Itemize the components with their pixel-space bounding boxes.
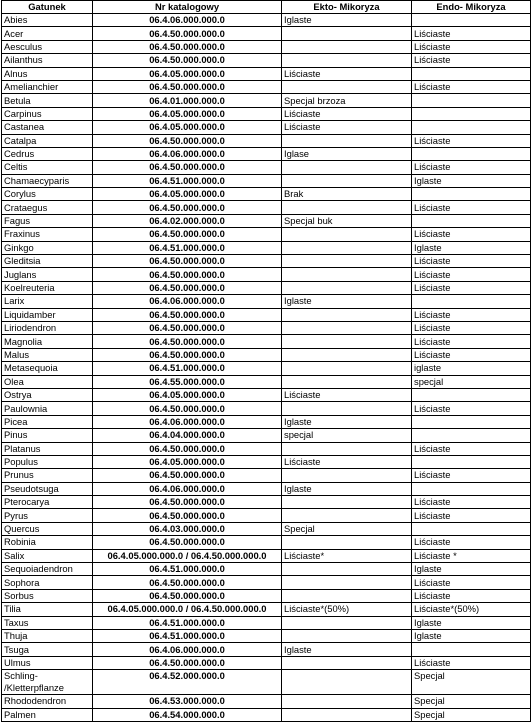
species-cell: Tilia	[2, 603, 93, 616]
endo-mycorrhiza-cell	[412, 107, 531, 120]
catalog-number-cell: 06.4.50.000.000.0	[93, 80, 282, 93]
ekto-mycorrhiza-cell	[282, 629, 412, 642]
header-ekto-mikoryza: Ekto- Mikoryza	[282, 1, 412, 14]
table-row	[2, 121, 531, 134]
species-cell: Pseudotsuga	[2, 482, 93, 495]
species-cell: Ginkgo	[2, 241, 93, 254]
endo-mycorrhiza-cell: Iglaste	[412, 174, 531, 187]
species-cell: Fraxinus	[2, 228, 93, 241]
catalog-number-cell: 06.4.50.000.000.0	[93, 589, 282, 602]
species-cell: Picea	[2, 415, 93, 428]
endo-mycorrhiza-cell: specjal	[412, 375, 531, 388]
ekto-mycorrhiza-cell	[282, 321, 412, 334]
ekto-mycorrhiza-cell: Liściaste*	[282, 549, 412, 562]
endo-mycorrhiza-cell	[412, 388, 531, 401]
table-row	[2, 201, 531, 214]
species-cell: Acer	[2, 27, 93, 40]
table-row	[2, 14, 531, 27]
ekto-mycorrhiza-cell	[282, 576, 412, 589]
catalog-number-cell: 06.4.51.000.000.0	[93, 563, 282, 576]
catalog-number-cell: 06.4.51.000.000.0	[93, 241, 282, 254]
table-row	[2, 402, 531, 415]
species-cell: Liriodendron	[2, 321, 93, 334]
catalog-number-cell: 06.4.05.000.000.0	[93, 107, 282, 120]
ekto-mycorrhiza-cell: Specjal	[282, 522, 412, 535]
catalog-number-cell: 06.4.55.000.000.0	[93, 375, 282, 388]
table-row	[2, 589, 531, 602]
ekto-mycorrhiza-cell	[282, 469, 412, 482]
ekto-mycorrhiza-cell: Iglaste	[282, 482, 412, 495]
species-cell: Pterocarya	[2, 496, 93, 509]
endo-mycorrhiza-cell: Liściaste *	[412, 549, 531, 562]
table-row	[2, 27, 531, 40]
species-cell: Gleditsia	[2, 255, 93, 268]
ekto-mycorrhiza-cell: Liściaste*(50%)	[282, 603, 412, 616]
catalog-number-cell: 06.4.05.000.000.0	[93, 121, 282, 134]
catalog-number-cell: 06.4.50.000.000.0	[93, 656, 282, 669]
catalog-number-cell: 06.4.52.000.000.0	[93, 670, 282, 695]
species-cell: Tsuga	[2, 643, 93, 656]
endo-mycorrhiza-cell	[412, 121, 531, 134]
species-cell: Palmen	[2, 708, 93, 721]
endo-mycorrhiza-cell	[412, 67, 531, 80]
endo-mycorrhiza-cell	[412, 522, 531, 535]
ekto-mycorrhiza-cell	[282, 708, 412, 721]
ekto-mycorrhiza-cell	[282, 134, 412, 147]
endo-mycorrhiza-cell: Liściaste	[412, 228, 531, 241]
table-row	[2, 321, 531, 334]
ekto-mycorrhiza-cell	[282, 255, 412, 268]
table-row	[2, 134, 531, 147]
ekto-mycorrhiza-cell: Iglase	[282, 147, 412, 160]
catalog-number-cell: 06.4.05.000.000.0	[93, 455, 282, 468]
ekto-mycorrhiza-cell	[282, 375, 412, 388]
table-row	[2, 255, 531, 268]
species-cell: Schling- /Kletterpflanze	[2, 670, 93, 695]
catalog-number-cell: 06.4.03.000.000.0	[93, 522, 282, 535]
catalog-number-cell: 06.4.06.000.000.0	[93, 14, 282, 27]
endo-mycorrhiza-cell	[412, 147, 531, 160]
species-cell: Juglans	[2, 268, 93, 281]
species-cell: Fagus	[2, 214, 93, 227]
species-cell: Abies	[2, 14, 93, 27]
endo-mycorrhiza-cell: Liściaste	[412, 348, 531, 361]
species-cell: Quercus	[2, 522, 93, 535]
species-cell: Olea	[2, 375, 93, 388]
endo-mycorrhiza-cell	[412, 415, 531, 428]
endo-mycorrhiza-cell: Liściaste	[412, 469, 531, 482]
species-cell: Chamaecyparis	[2, 174, 93, 187]
ekto-mycorrhiza-cell	[282, 308, 412, 321]
catalog-number-cell: 06.4.06.000.000.0	[93, 295, 282, 308]
ekto-mycorrhiza-cell	[282, 589, 412, 602]
ekto-mycorrhiza-cell: Iglaste	[282, 14, 412, 27]
ekto-mycorrhiza-cell	[282, 54, 412, 67]
table-row	[2, 643, 531, 656]
endo-mycorrhiza-cell: Liściaste	[412, 40, 531, 53]
ekto-mycorrhiza-cell: Liściaste	[282, 107, 412, 120]
species-cell: Celtis	[2, 161, 93, 174]
catalog-number-cell: 06.4.51.000.000.0	[93, 629, 282, 642]
species-cell: Prunus	[2, 469, 93, 482]
catalog-number-cell: 06.4.04.000.000.0	[93, 429, 282, 442]
endo-mycorrhiza-cell: Iglaste	[412, 616, 531, 629]
species-cell: Paulownia	[2, 402, 93, 415]
ekto-mycorrhiza-cell	[282, 228, 412, 241]
table-row	[2, 415, 531, 428]
endo-mycorrhiza-cell	[412, 643, 531, 656]
species-cell: Thuja	[2, 629, 93, 642]
ekto-mycorrhiza-cell	[282, 40, 412, 53]
endo-mycorrhiza-cell: Liściaste*(50%)	[412, 603, 531, 616]
table-row	[2, 708, 531, 721]
endo-mycorrhiza-cell	[412, 455, 531, 468]
catalog-number-cell: 06.4.53.000.000.0	[93, 695, 282, 708]
header-endo-mikoryza: Endo- Mikoryza	[412, 1, 531, 14]
endo-mycorrhiza-cell: Liściaste	[412, 509, 531, 522]
catalog-number-cell: 06.4.50.000.000.0	[93, 281, 282, 294]
catalog-number-cell: 06.4.50.000.000.0	[93, 335, 282, 348]
table-row	[2, 40, 531, 53]
table-row	[2, 469, 531, 482]
header-nr-katalogowy: Nr katalogowy	[93, 1, 282, 14]
endo-mycorrhiza-cell: Liściaste	[412, 54, 531, 67]
endo-mycorrhiza-cell: Liściaste	[412, 321, 531, 334]
header-gatunek: Gatunek	[2, 1, 93, 14]
species-cell: Koelreuteria	[2, 281, 93, 294]
endo-mycorrhiza-cell: Liściaste	[412, 442, 531, 455]
ekto-mycorrhiza-cell	[282, 174, 412, 187]
ekto-mycorrhiza-cell	[282, 670, 412, 695]
species-cell: Carpinus	[2, 107, 93, 120]
table-row	[2, 616, 531, 629]
table-row	[2, 563, 531, 576]
catalog-number-cell: 06.4.06.000.000.0	[93, 482, 282, 495]
ekto-mycorrhiza-cell	[282, 616, 412, 629]
endo-mycorrhiza-cell	[412, 214, 531, 227]
catalog-number-cell: 06.4.50.000.000.0	[93, 27, 282, 40]
table-row	[2, 80, 531, 93]
species-cell: Sequoiadendron	[2, 563, 93, 576]
endo-mycorrhiza-cell: Liściaste	[412, 402, 531, 415]
endo-mycorrhiza-cell: Liściaste	[412, 496, 531, 509]
catalog-number-cell: 06.4.50.000.000.0	[93, 134, 282, 147]
endo-mycorrhiza-cell: Liściaste	[412, 335, 531, 348]
ekto-mycorrhiza-cell	[282, 362, 412, 375]
ekto-mycorrhiza-cell: Liściaste	[282, 455, 412, 468]
catalog-number-cell: 06.4.50.000.000.0	[93, 509, 282, 522]
catalog-number-cell: 06.4.05.000.000.0	[93, 388, 282, 401]
table-row	[2, 241, 531, 254]
table-row	[2, 161, 531, 174]
table-row	[2, 268, 531, 281]
endo-mycorrhiza-cell: Liściaste	[412, 161, 531, 174]
catalog-number-cell: 06.4.51.000.000.0	[93, 616, 282, 629]
catalog-number-cell: 06.4.01.000.000.0	[93, 94, 282, 107]
species-cell: Pyrus	[2, 509, 93, 522]
ekto-mycorrhiza-cell	[282, 442, 412, 455]
catalog-number-cell: 06.4.02.000.000.0	[93, 214, 282, 227]
table-row	[2, 629, 531, 642]
endo-mycorrhiza-cell: Liściaste	[412, 268, 531, 281]
table-row	[2, 214, 531, 227]
catalog-number-cell: 06.4.50.000.000.0	[93, 496, 282, 509]
ekto-mycorrhiza-cell	[282, 80, 412, 93]
catalog-number-cell: 06.4.50.000.000.0	[93, 348, 282, 361]
species-cell: Sorbus	[2, 589, 93, 602]
ekto-mycorrhiza-cell	[282, 563, 412, 576]
endo-mycorrhiza-cell: Liściaste	[412, 589, 531, 602]
ekto-mycorrhiza-cell: Liściaste	[282, 67, 412, 80]
species-cell: Metasequoia	[2, 362, 93, 375]
catalog-number-cell: 06.4.50.000.000.0	[93, 255, 282, 268]
catalog-number-cell: 06.4.50.000.000.0	[93, 321, 282, 334]
endo-mycorrhiza-cell	[412, 482, 531, 495]
table-row	[2, 455, 531, 468]
table-row	[2, 656, 531, 669]
species-cell: Liquidamber	[2, 308, 93, 321]
endo-mycorrhiza-cell: Liściaste	[412, 134, 531, 147]
species-cell: Ailanthus	[2, 54, 93, 67]
ekto-mycorrhiza-cell: Iglaste	[282, 643, 412, 656]
endo-mycorrhiza-cell: Liściaste	[412, 201, 531, 214]
mycorrhiza-table	[1, 0, 531, 722]
species-cell: Salix	[2, 549, 93, 562]
table-row	[2, 549, 531, 562]
table-row	[2, 348, 531, 361]
ekto-mycorrhiza-cell	[282, 281, 412, 294]
catalog-number-cell: 06.4.50.000.000.0	[93, 228, 282, 241]
table-row	[2, 295, 531, 308]
ekto-mycorrhiza-cell: Specjal buk	[282, 214, 412, 227]
ekto-mycorrhiza-cell	[282, 268, 412, 281]
endo-mycorrhiza-cell: Specjal	[412, 708, 531, 721]
ekto-mycorrhiza-cell: specjal	[282, 429, 412, 442]
table-row	[2, 281, 531, 294]
catalog-number-cell: 06.4.54.000.000.0	[93, 708, 282, 721]
table-row	[2, 429, 531, 442]
species-cell: Magnolia	[2, 335, 93, 348]
table-row	[2, 695, 531, 708]
endo-mycorrhiza-cell	[412, 14, 531, 27]
catalog-number-cell: 06.4.50.000.000.0	[93, 54, 282, 67]
catalog-number-cell: 06.4.51.000.000.0	[93, 174, 282, 187]
catalog-number-cell: 06.4.50.000.000.0	[93, 40, 282, 53]
species-cell: Malus	[2, 348, 93, 361]
table-row	[2, 509, 531, 522]
species-cell: Castanea	[2, 121, 93, 134]
species-cell: Sophora	[2, 576, 93, 589]
species-cell: Alnus	[2, 67, 93, 80]
ekto-mycorrhiza-cell: Brak	[282, 188, 412, 201]
species-cell: Cedrus	[2, 147, 93, 160]
table-row	[2, 228, 531, 241]
table-row	[2, 67, 531, 80]
species-cell: Taxus	[2, 616, 93, 629]
species-cell: Platanus	[2, 442, 93, 455]
table-row	[2, 54, 531, 67]
table-row	[2, 375, 531, 388]
table-row	[2, 536, 531, 549]
catalog-number-cell: 06.4.05.000.000.0 / 06.4.50.000.000.0	[93, 549, 282, 562]
catalog-number-cell: 06.4.06.000.000.0	[93, 415, 282, 428]
endo-mycorrhiza-cell: Liściaste	[412, 80, 531, 93]
catalog-number-cell: 06.4.50.000.000.0	[93, 161, 282, 174]
table-row	[2, 442, 531, 455]
table-row	[2, 107, 531, 120]
endo-mycorrhiza-cell: Liściaste	[412, 576, 531, 589]
catalog-number-cell: 06.4.50.000.000.0	[93, 536, 282, 549]
catalog-number-cell: 06.4.05.000.000.0	[93, 188, 282, 201]
endo-mycorrhiza-cell: Specjal	[412, 695, 531, 708]
table-row	[2, 670, 531, 695]
endo-mycorrhiza-cell: Iglaste	[412, 241, 531, 254]
ekto-mycorrhiza-cell	[282, 656, 412, 669]
table-row	[2, 522, 531, 535]
endo-mycorrhiza-cell: Specjal	[412, 670, 531, 695]
species-cell: Crataegus	[2, 201, 93, 214]
catalog-number-cell: 06.4.06.000.000.0	[93, 643, 282, 656]
table-body	[2, 14, 531, 722]
endo-mycorrhiza-cell: Liściaste	[412, 255, 531, 268]
ekto-mycorrhiza-cell: Liściaste	[282, 121, 412, 134]
endo-mycorrhiza-cell: Liściaste	[412, 656, 531, 669]
catalog-number-cell: 06.4.50.000.000.0	[93, 469, 282, 482]
ekto-mycorrhiza-cell: Iglaste	[282, 415, 412, 428]
endo-mycorrhiza-cell: Iglaste	[412, 629, 531, 642]
ekto-mycorrhiza-cell	[282, 335, 412, 348]
table-row	[2, 174, 531, 187]
species-cell: Ulmus	[2, 656, 93, 669]
endo-mycorrhiza-cell	[412, 188, 531, 201]
ekto-mycorrhiza-cell	[282, 509, 412, 522]
species-cell: Ostrya	[2, 388, 93, 401]
catalog-number-cell: 06.4.50.000.000.0	[93, 308, 282, 321]
table-row	[2, 603, 531, 616]
endo-mycorrhiza-cell: iglaste	[412, 362, 531, 375]
species-cell: Aesculus	[2, 40, 93, 53]
table-row	[2, 576, 531, 589]
ekto-mycorrhiza-cell	[282, 496, 412, 509]
species-cell: Rhododendron	[2, 695, 93, 708]
table-row	[2, 388, 531, 401]
table-row	[2, 308, 531, 321]
species-cell: Pinus	[2, 429, 93, 442]
ekto-mycorrhiza-cell	[282, 536, 412, 549]
species-cell: Robinia	[2, 536, 93, 549]
table-row	[2, 94, 531, 107]
table-row	[2, 362, 531, 375]
ekto-mycorrhiza-cell	[282, 348, 412, 361]
table-row	[2, 147, 531, 160]
ekto-mycorrhiza-cell	[282, 161, 412, 174]
ekto-mycorrhiza-cell	[282, 695, 412, 708]
catalog-number-cell: 06.4.06.000.000.0	[93, 147, 282, 160]
endo-mycorrhiza-cell: Iglaste	[412, 563, 531, 576]
ekto-mycorrhiza-cell	[282, 201, 412, 214]
catalog-number-cell: 06.4.50.000.000.0	[93, 268, 282, 281]
endo-mycorrhiza-cell: Liściaste	[412, 308, 531, 321]
species-cell: Corylus	[2, 188, 93, 201]
catalog-number-cell: 06.4.05.000.000.0 / 06.4.50.000.000.0	[93, 603, 282, 616]
ekto-mycorrhiza-cell: Iglaste	[282, 295, 412, 308]
ekto-mycorrhiza-cell	[282, 27, 412, 40]
ekto-mycorrhiza-cell	[282, 241, 412, 254]
endo-mycorrhiza-cell: Liściaste	[412, 281, 531, 294]
endo-mycorrhiza-cell	[412, 295, 531, 308]
ekto-mycorrhiza-cell: Liściaste	[282, 388, 412, 401]
ekto-mycorrhiza-cell: Specjal brzoza	[282, 94, 412, 107]
endo-mycorrhiza-cell	[412, 429, 531, 442]
table-row	[2, 482, 531, 495]
catalog-number-cell: 06.4.05.000.000.0	[93, 67, 282, 80]
species-cell: Betula	[2, 94, 93, 107]
catalog-number-cell: 06.4.50.000.000.0	[93, 201, 282, 214]
species-cell: Catalpa	[2, 134, 93, 147]
endo-mycorrhiza-cell: Liściaste	[412, 27, 531, 40]
catalog-number-cell: 06.4.50.000.000.0	[93, 402, 282, 415]
catalog-number-cell: 06.4.51.000.000.0	[93, 362, 282, 375]
table-row	[2, 496, 531, 509]
table-row	[2, 335, 531, 348]
catalog-number-cell: 06.4.50.000.000.0	[93, 442, 282, 455]
species-cell: Populus	[2, 455, 93, 468]
ekto-mycorrhiza-cell	[282, 402, 412, 415]
endo-mycorrhiza-cell: Liściaste	[412, 536, 531, 549]
table-row	[2, 188, 531, 201]
endo-mycorrhiza-cell	[412, 94, 531, 107]
header-row	[2, 1, 531, 14]
catalog-number-cell: 06.4.50.000.000.0	[93, 576, 282, 589]
species-cell: Amelianchier	[2, 80, 93, 93]
species-cell: Larix	[2, 295, 93, 308]
